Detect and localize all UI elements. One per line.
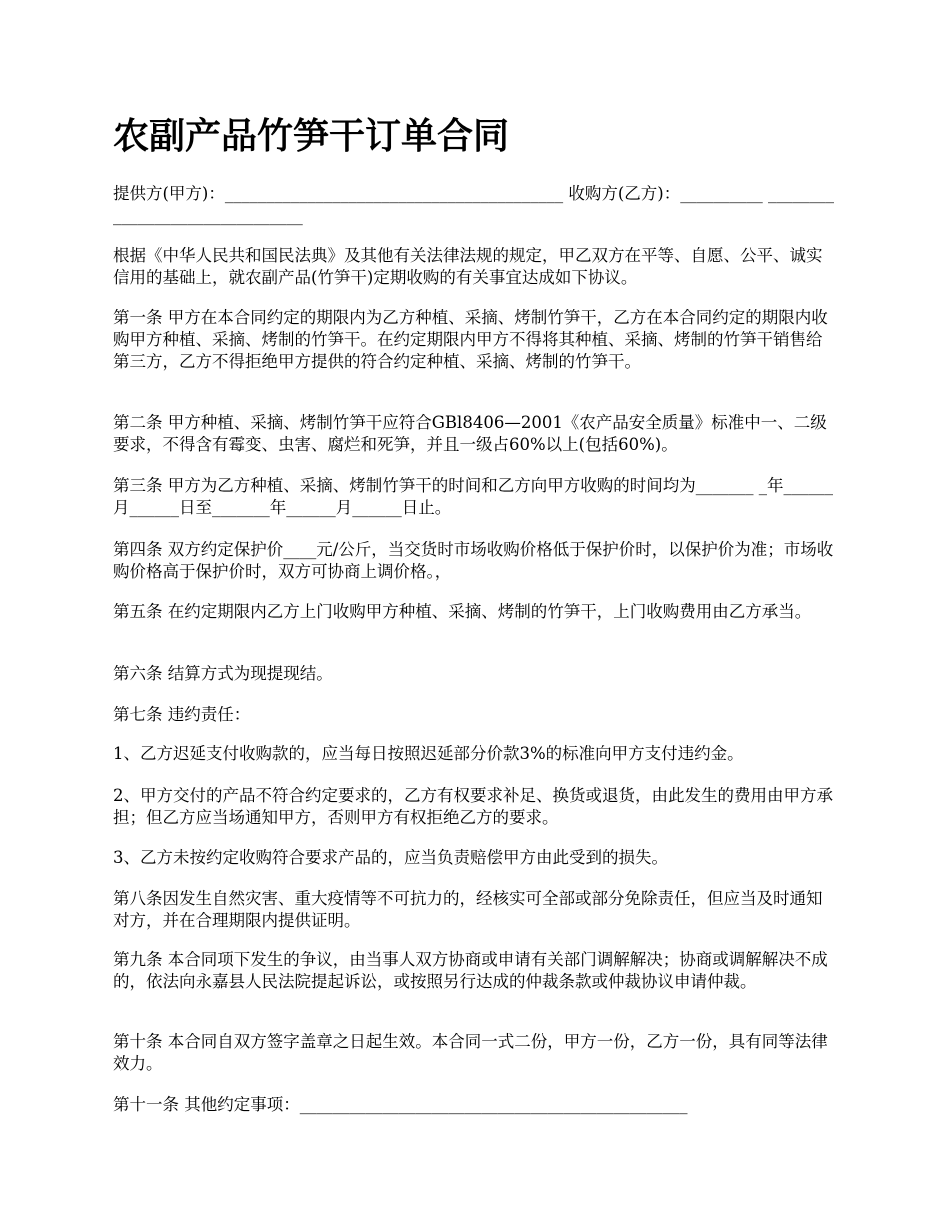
article-9-paragraph: 第九条 本合同项下发生的争议，由当事人双方协商或申请有关部门调解解决；协商或调解解决不成的，依法向永嘉县人民法院提起诉讼，或按照另行达成的仲裁条款或仲裁协议申请仲裁。	[113, 950, 828, 991]
article-1-paragraph: 第一条 甲方在本合同约定的期限内为乙方种植、采摘、烤制竹笋干，乙方在本合同约定的期限内收购甲方种植、采摘、烤制的竹笋干。在约定期限内甲方不得将其种植、采摘、烤制的竹笋干销售给第三方，乙方不得拒绝甲方提供的符合约定种植、采摘、烤制的竹笋干。	[113, 308, 828, 371]
article-8-paragraph: 第八条因发生自然灾害、重大疫情等不可抗力的，经核实可全部或部分免除责任，但应当及时通知对方，并在合理期限内提供证明。	[113, 889, 823, 930]
clause-7-2-paragraph: 2、甲方交付的产品不符合约定要求的，乙方有权要求补足、换货或退货，由此发生的费用由甲方承担；但乙方应当场通知甲方，否则甲方有权拒绝乙方的要求。	[113, 786, 833, 827]
article-11-paragraph: 第十一条 其他约定事项：_______________________________________________	[113, 1095, 688, 1114]
article-3-paragraph: 第三条 甲方为乙方种植、采摘、烤制竹笋干的时间和乙方向甲方收购的时间均为_______ _年______月______日至_______年______月______日止。	[113, 476, 833, 517]
article-7-paragraph: 第七条 违约责任：	[113, 705, 251, 724]
parties-line: 提供方(甲方)：_________________________________________ 收购方(乙方)：__________ _______________________________	[113, 184, 834, 225]
document-title: 农副产品竹笋干订单合同	[113, 115, 510, 157]
article-5-paragraph: 第五条 在约定期限内乙方上门收购甲方种植、采摘、烤制的竹笋干，上门收购费用由乙方承当。	[113, 602, 812, 621]
clause-7-1-paragraph: 1、乙方迟延支付收购款的，应当每日按照迟延部分价款3%的标准向甲方支付违约金。	[113, 744, 744, 763]
article-6-paragraph: 第六条 结算方式为现提现结。	[113, 664, 333, 683]
article-4-paragraph: 第四条 双方约定保护价____元/公斤，当交货时市场收购价格低于保护价时，以保护价为准；市场收购价格高于保护价时，双方可协商上调价格。，	[113, 540, 834, 581]
article-2-paragraph: 第二条 甲方种植、采摘、烤制竹笋干应符合GBl8406—2001《农产品安全质量》标准中一、二级要求，不得含有霉变、虫害、腐烂和死笋，并且一级占60%以上(包括60%)。	[113, 413, 827, 454]
preamble-paragraph: 根据《中华人民共和国民法典》及其他有关法律法规的规定，甲乙双方在平等、自愿、公平、诚实信用的基础上，就农副产品(竹笋干)定期收购的有关事宜达成如下协议。	[113, 246, 823, 287]
clause-7-3-paragraph: 3、乙方未按约定收购符合要求产品的，应当负责赔偿甲方由此受到的损失。	[113, 848, 668, 867]
article-10-paragraph: 第十条 本合同自双方签字盖章之日起生效。本合同一式二份，甲方一份，乙方一份，具有同等法律效力。	[113, 1032, 828, 1073]
